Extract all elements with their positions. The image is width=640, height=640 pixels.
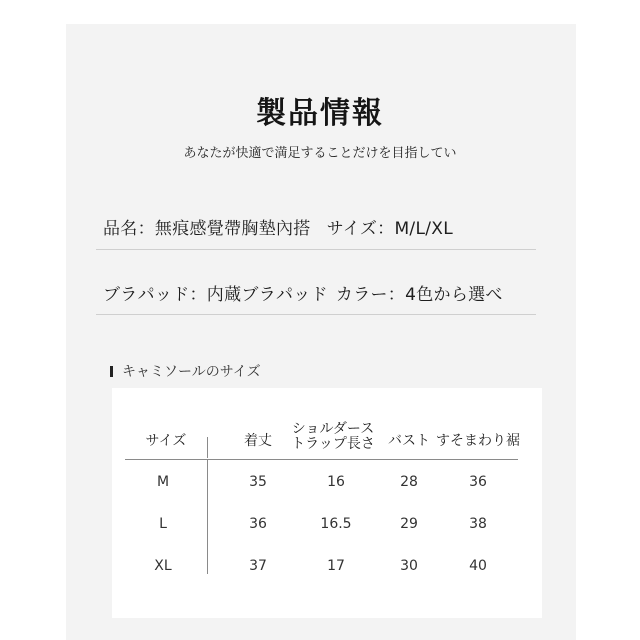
table-cell: M [156, 474, 170, 490]
table-header-strap-line1: ショルダース [291, 421, 375, 437]
table-header-size: サイズ [145, 433, 187, 449]
table-cell: 30 [400, 558, 418, 574]
table-cell: 28 [400, 474, 418, 490]
table-cell: 38 [469, 516, 487, 532]
table-cell: 16 [327, 474, 345, 490]
table-cell: 36 [469, 474, 487, 490]
product-name-text: 品名：無痕感覺帶胸墊內搭 [103, 219, 311, 239]
divider [96, 249, 536, 250]
table-header-bust: バスト [388, 433, 430, 449]
table-cell: 37 [249, 558, 267, 574]
page-title: 製品情報 [256, 96, 384, 131]
size-options-text: サイズ：M/L/XL [326, 219, 453, 239]
heading-marker-icon [110, 366, 113, 377]
table-cell: XL [154, 558, 172, 574]
table-cell: 16.5 [320, 516, 352, 532]
table-header-rule [125, 459, 518, 460]
size-section-heading-text: キャミソールのサイズ [122, 364, 261, 380]
bra-pad-text: ブラパッド：内蔵ブラパッド [103, 285, 328, 305]
divider [96, 314, 536, 315]
table-column-divider [207, 460, 208, 574]
table-cell: 35 [249, 474, 267, 490]
table-header-strap-line2: トラップ長さ [291, 436, 375, 452]
table-cell: 40 [469, 558, 487, 574]
spec-line-pad-color [103, 280, 503, 305]
table-header-length: 着丈 [244, 433, 272, 449]
table-cell: 29 [400, 516, 418, 532]
color-options-text: カラー：4色から選べ [335, 285, 503, 305]
table-cell: L [159, 516, 167, 532]
table-header-hem: すそまわり裾 [436, 433, 520, 449]
spec-line-name-size [103, 214, 453, 239]
page-subtitle: あなたが快適で満足することだけを目指してい [183, 146, 457, 161]
table-cell: 17 [327, 558, 345, 574]
size-section-heading [110, 361, 261, 381]
table-header-strap-length [291, 422, 375, 452]
table-header-divider [207, 437, 208, 458]
table-cell: 36 [249, 516, 267, 532]
